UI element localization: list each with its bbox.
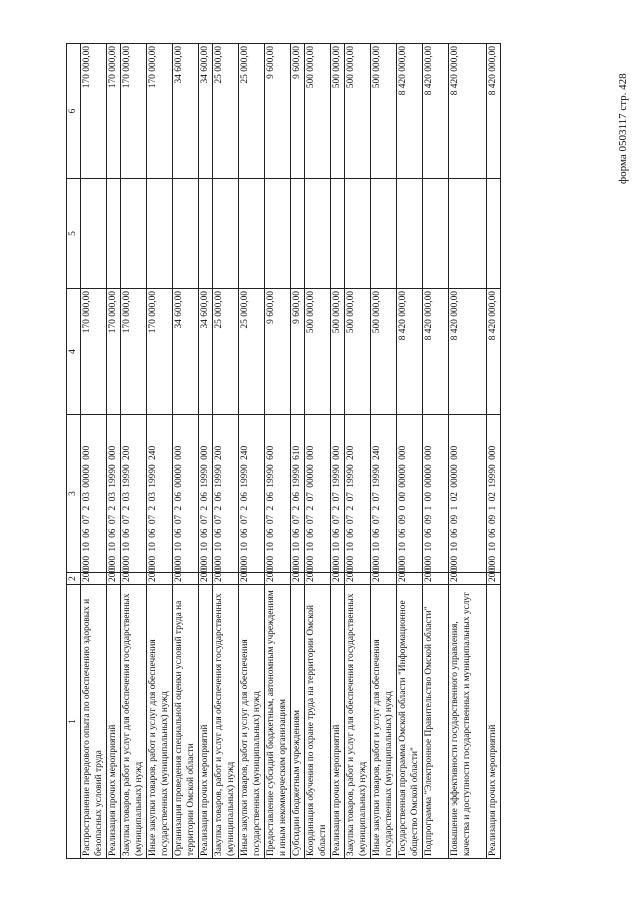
table-row	[81, 44, 107, 859]
row-col6-cell: 8 420 000,00	[423, 44, 449, 179]
row-col5-cell	[265, 179, 291, 289]
form-caption: форма 0503117 стр. 428	[617, 73, 629, 184]
row-col6-cell: 170 000,00	[107, 44, 121, 179]
row-col5-cell	[487, 179, 501, 289]
row-name-cell: Организация проведения специальной оценки условий труда на территории Омской области	[173, 585, 199, 859]
row-name-cell: Повышение эффективности государственного управления, качества и доступности государственных и муниципальных услуг	[449, 585, 487, 859]
row-code-cell: 000 10 06 07 2 06 19990 610	[291, 415, 305, 573]
row-code-cell: 000 10 06 07 2 07 19990 240	[371, 415, 397, 573]
row-col5-cell	[213, 179, 239, 289]
row-col4-cell: 500 000,00	[331, 289, 345, 415]
row-col5-cell	[423, 179, 449, 289]
row-kvsr-cell: 200	[345, 573, 371, 585]
row-code-cell: 000 10 06 07 2 03 19990 240	[147, 415, 173, 573]
row-col6-cell: 500 000,00	[305, 44, 331, 179]
row-col4-cell: 34 600,00	[173, 289, 199, 415]
row-col6-cell: 25 000,00	[213, 44, 239, 179]
row-name-cell: Подпрограмма "Электронное Правительство Омской области"	[423, 585, 449, 859]
row-name-cell: Закупка товаров, работ и услуг для обеспечения государственных (муниципальных) нужд	[121, 585, 147, 859]
table-row	[487, 44, 501, 859]
header-cell-6: 6	[67, 44, 81, 179]
row-kvsr-cell: 200	[199, 573, 213, 585]
row-code-cell: 000 10 06 07 2 06 19990 000	[199, 415, 213, 573]
rotated-table-wrapper	[66, 44, 582, 859]
row-col5-cell	[305, 179, 331, 289]
row-col6-cell: 500 000,00	[331, 44, 345, 179]
header-cell-1: 1	[67, 585, 81, 859]
row-kvsr-cell: 200	[121, 573, 147, 585]
row-col4-cell: 170 000,00	[107, 289, 121, 415]
row-name-cell: Иные закупки товаров, работ и услуг для обеспечения государственных (муниципальных) нужд	[371, 585, 397, 859]
table-row	[423, 44, 449, 859]
row-col6-cell: 170 000,00	[121, 44, 147, 179]
row-code-cell: 000 10 06 07 2 06 00000 000	[173, 415, 199, 573]
table-row	[239, 44, 265, 859]
row-code-cell: 000 10 06 07 2 07 00000 000	[305, 415, 331, 573]
page-caption-container	[604, 4, 634, 204]
row-col6-cell: 500 000,00	[371, 44, 397, 179]
header-cell-2: 2	[67, 573, 81, 585]
row-name-cell: Реализация прочих мероприятий	[199, 585, 213, 859]
row-col6-cell: 9 600,00	[291, 44, 305, 179]
row-kvsr-cell: 200	[81, 573, 107, 585]
row-name-cell: Распространение передового опыта по обеспечению здоровых и безопасных условий труда	[81, 585, 107, 859]
row-kvsr-cell: 200	[291, 573, 305, 585]
row-col5-cell	[397, 179, 423, 289]
row-col4-cell: 170 000,00	[121, 289, 147, 415]
table-row	[107, 44, 121, 859]
table-row	[371, 44, 397, 859]
row-kvsr-cell: 200	[173, 573, 199, 585]
row-col5-cell	[81, 179, 107, 289]
row-col4-cell: 170 000,00	[147, 289, 173, 415]
table-row	[121, 44, 147, 859]
rotated-sheet	[66, 44, 582, 859]
row-col4-cell: 9 600,00	[265, 289, 291, 415]
row-col5-cell	[121, 179, 147, 289]
row-col4-cell: 9 600,00	[291, 289, 305, 415]
row-code-cell: 000 10 06 07 2 07 19990 000	[331, 415, 345, 573]
row-col5-cell	[345, 179, 371, 289]
table-row	[173, 44, 199, 859]
row-name-cell: Субсидии бюджетным учреждениям	[291, 585, 305, 859]
row-code-cell: 000 10 06 09 0 00 00000 000	[397, 415, 423, 573]
row-name-cell: Государственная программа Омской области "Информационное общество Омской области"	[397, 585, 423, 859]
table-row	[449, 44, 487, 859]
table-row	[305, 44, 331, 859]
row-col4-cell: 170 000,00	[81, 289, 107, 415]
row-kvsr-cell: 200	[147, 573, 173, 585]
row-col4-cell: 500 000,00	[345, 289, 371, 415]
row-col4-cell: 500 000,00	[305, 289, 331, 415]
row-col6-cell: 8 420 000,00	[397, 44, 423, 179]
table-row	[331, 44, 345, 859]
header-cell-4: 4	[67, 289, 81, 415]
row-col6-cell: 25 000,00	[239, 44, 265, 179]
row-kvsr-cell: 200	[423, 573, 449, 585]
table-row	[397, 44, 423, 859]
row-name-cell: Иные закупки товаров, работ и услуг для обеспечения государственных (муниципальных) нужд	[147, 585, 173, 859]
row-code-cell: 000 10 06 07 2 03 19990 000	[107, 415, 121, 573]
row-name-cell: Координация обучения по охране труда на территории Омской области	[305, 585, 331, 859]
row-col5-cell	[173, 179, 199, 289]
row-col6-cell: 9 600,00	[265, 44, 291, 179]
row-col5-cell	[291, 179, 305, 289]
row-col6-cell: 34 600,00	[173, 44, 199, 179]
row-code-cell: 000 10 06 09 1 02 00000 000	[449, 415, 487, 573]
row-name-cell: Закупка товаров, работ и услуг для обеспечения государственных (муниципальных) нужд	[345, 585, 371, 859]
row-col5-cell	[331, 179, 345, 289]
row-col4-cell: 34 600,00	[199, 289, 213, 415]
table-row	[345, 44, 371, 859]
row-col5-cell	[147, 179, 173, 289]
table-row	[147, 44, 173, 859]
table-row	[213, 44, 239, 859]
row-col5-cell	[107, 179, 121, 289]
row-code-cell: 000 10 06 07 2 06 19990 200	[213, 415, 239, 573]
row-kvsr-cell: 200	[265, 573, 291, 585]
row-code-cell: 000 10 06 09 1 00 00000 000	[423, 415, 449, 573]
row-code-cell: 000 10 06 07 2 07 19990 200	[345, 415, 371, 573]
row-name-cell: Реализация прочих мероприятий	[487, 585, 501, 859]
row-code-cell: 000 10 06 07 2 03 19990 200	[121, 415, 147, 573]
row-kvsr-cell: 200	[331, 573, 345, 585]
row-col5-cell	[371, 179, 397, 289]
row-code-cell: 000 10 06 09 1 02 19990 000	[487, 415, 501, 573]
row-kvsr-cell: 200	[487, 573, 501, 585]
row-code-cell: 000 10 06 07 2 03 00000 000	[81, 415, 107, 573]
row-col6-cell: 170 000,00	[147, 44, 173, 179]
header-cell-3: 3	[67, 415, 81, 573]
row-kvsr-cell: 200	[213, 573, 239, 585]
row-name-cell: Предоставление субсидий бюджетным, автономным учреждениям и иным некоммерческим организациям	[265, 585, 291, 859]
row-col5-cell	[239, 179, 265, 289]
row-kvsr-cell: 200	[305, 573, 331, 585]
row-kvsr-cell: 200	[239, 573, 265, 585]
budget-table	[66, 43, 501, 859]
row-col6-cell: 170 000,00	[81, 44, 107, 179]
header-row	[67, 44, 81, 859]
row-kvsr-cell: 200	[397, 573, 423, 585]
row-code-cell: 000 10 06 07 2 06 19990 600	[265, 415, 291, 573]
row-col5-cell	[199, 179, 213, 289]
row-name-cell: Иные закупки товаров, работ и услуг для обеспечения государственных (муниципальных) нужд	[239, 585, 265, 859]
row-code-cell: 000 10 06 07 2 06 19990 240	[239, 415, 265, 573]
row-col4-cell: 25 000,00	[239, 289, 265, 415]
row-name-cell: Реализация прочих мероприятий	[331, 585, 345, 859]
row-col6-cell: 34 600,00	[199, 44, 213, 179]
row-name-cell: Реализация прочих мероприятий	[107, 585, 121, 859]
row-col4-cell: 8 420 000,00	[397, 289, 423, 415]
table-body	[81, 44, 501, 859]
row-col6-cell: 500 000,00	[345, 44, 371, 179]
row-kvsr-cell: 200	[449, 573, 487, 585]
row-col6-cell: 8 420 000,00	[449, 44, 487, 179]
row-col4-cell: 8 420 000,00	[449, 289, 487, 415]
row-col4-cell: 8 420 000,00	[423, 289, 449, 415]
table-row	[199, 44, 213, 859]
row-col5-cell	[449, 179, 487, 289]
row-col4-cell: 500 000,00	[371, 289, 397, 415]
header-cell-5: 5	[67, 179, 81, 289]
row-name-cell: Закупка товаров, работ и услуг для обеспечения государственных (муниципальных) нужд	[213, 585, 239, 859]
row-kvsr-cell: 200	[371, 573, 397, 585]
table-row	[265, 44, 291, 859]
row-kvsr-cell: 200	[107, 573, 121, 585]
table-row	[291, 44, 305, 859]
row-col4-cell: 8 420 000,00	[487, 289, 501, 415]
row-col4-cell: 25 000,00	[213, 289, 239, 415]
row-col6-cell: 8 420 000,00	[487, 44, 501, 179]
